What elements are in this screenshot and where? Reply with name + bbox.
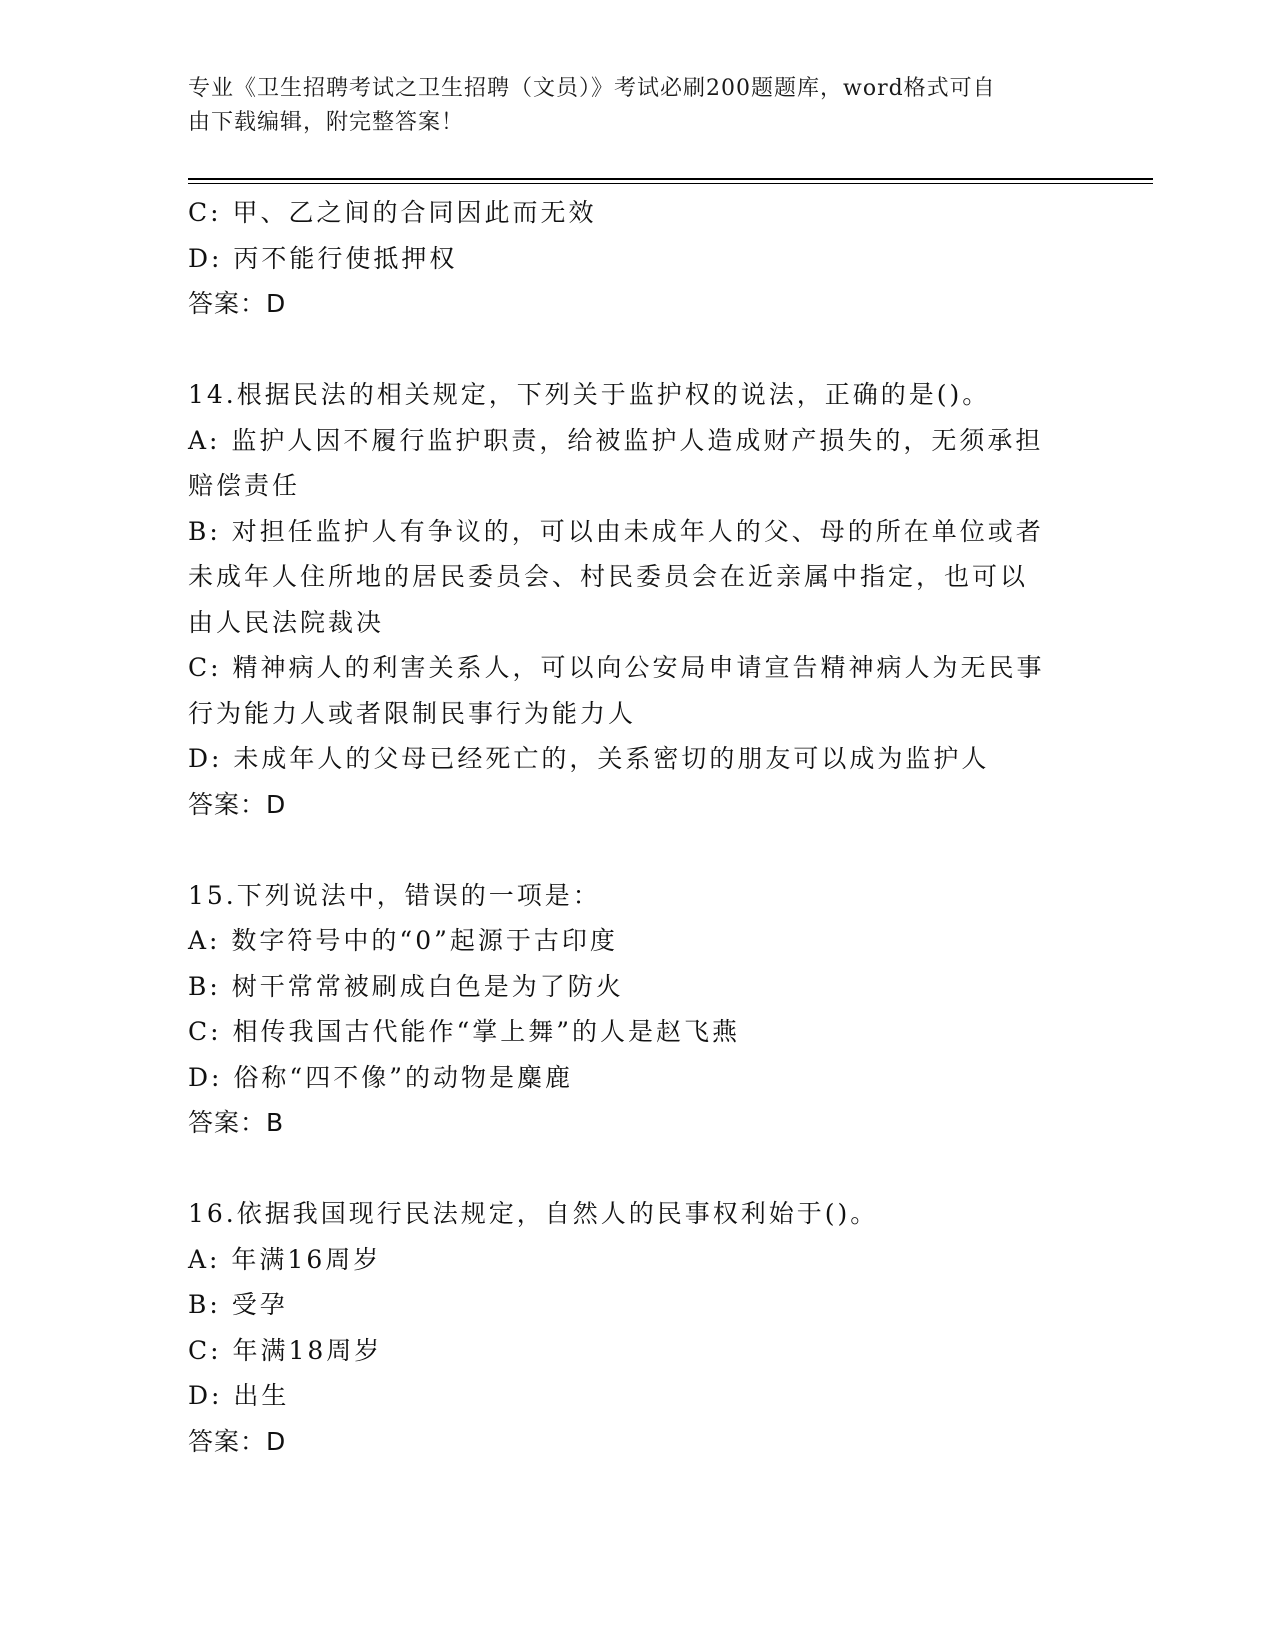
- spacer: [188, 827, 1088, 873]
- previous-question-tail: [188, 190, 1088, 327]
- option-b: B: 受孕: [188, 1290, 288, 1319]
- option-b: B: 树干常常被刷成白色是为了防火: [188, 971, 624, 1001]
- option-a: A: 年满16周岁: [188, 1244, 382, 1274]
- document-header: [188, 72, 1068, 140]
- header-divider-thin: [188, 183, 1153, 184]
- option-d: D: 出生: [188, 1381, 290, 1410]
- document-body: [188, 190, 1088, 1464]
- answer: 答案：D: [188, 789, 287, 819]
- header-divider-thick: [188, 178, 1153, 180]
- option-a-continued: 赔偿责任: [188, 471, 301, 500]
- header-line-1: 专业《卫生招聘考试之卫生招聘（文员）》考试必刷200题题库，word格式可自: [188, 76, 996, 101]
- question-text: 15.下列说法中，错误的一项是：: [188, 880, 601, 910]
- question-text: 16.依据我国现行民法规定，自然人的民事权利始于()。: [188, 1199, 879, 1228]
- option-c: C: 相传我国古代能作“掌上舞”的人是赵飞燕: [188, 1017, 741, 1046]
- spacer: [188, 1146, 1088, 1192]
- spacer: [188, 327, 1088, 373]
- answer: 答案：B: [188, 1108, 285, 1137]
- option-b: B: 对担任监护人有争议的，可以由未成年人的父、母的所在单位或者: [188, 516, 1044, 546]
- question-16: [188, 1191, 1088, 1464]
- question-text: 14.根据民法的相关规定，下列关于监护权的说法，正确的是()。: [188, 380, 991, 409]
- question-15: [188, 873, 1088, 1146]
- question-14: [188, 372, 1088, 827]
- option-c: C: 甲、乙之间的合同因此而无效: [188, 198, 597, 227]
- option-c: C: 年满18周岁: [188, 1335, 383, 1365]
- option-d: D: 未成年人的父母已经死亡的，关系密切的朋友可以成为监护人: [188, 744, 990, 773]
- answer: 答案：D: [188, 1426, 287, 1456]
- option-b-continued: 由人民法院裁决: [188, 607, 385, 637]
- answer: 答案：D: [188, 289, 287, 318]
- option-a: A: 数字符号中的“0”起源于古印度: [188, 926, 618, 955]
- header-line-2: 由下载编辑，附完整答案！: [188, 110, 465, 135]
- option-c-continued: 行为能力人或者限制民事行为能力人: [188, 698, 637, 728]
- option-c: C: 精神病人的利害关系人，可以向公安局申请宣告精神病人为无民事: [188, 653, 1045, 682]
- option-d: D: 丙不能行使抵押权: [188, 243, 458, 273]
- option-a: A: 监护人因不履行监护职责，给被监护人造成财产损失的，无须承担: [188, 425, 1044, 455]
- option-b-continued: 未成年人住所地的居民委员会、村民委员会在近亲属中指定，也可以: [188, 562, 1029, 591]
- option-d: D: 俗称“四不像”的动物是麋鹿: [188, 1062, 573, 1092]
